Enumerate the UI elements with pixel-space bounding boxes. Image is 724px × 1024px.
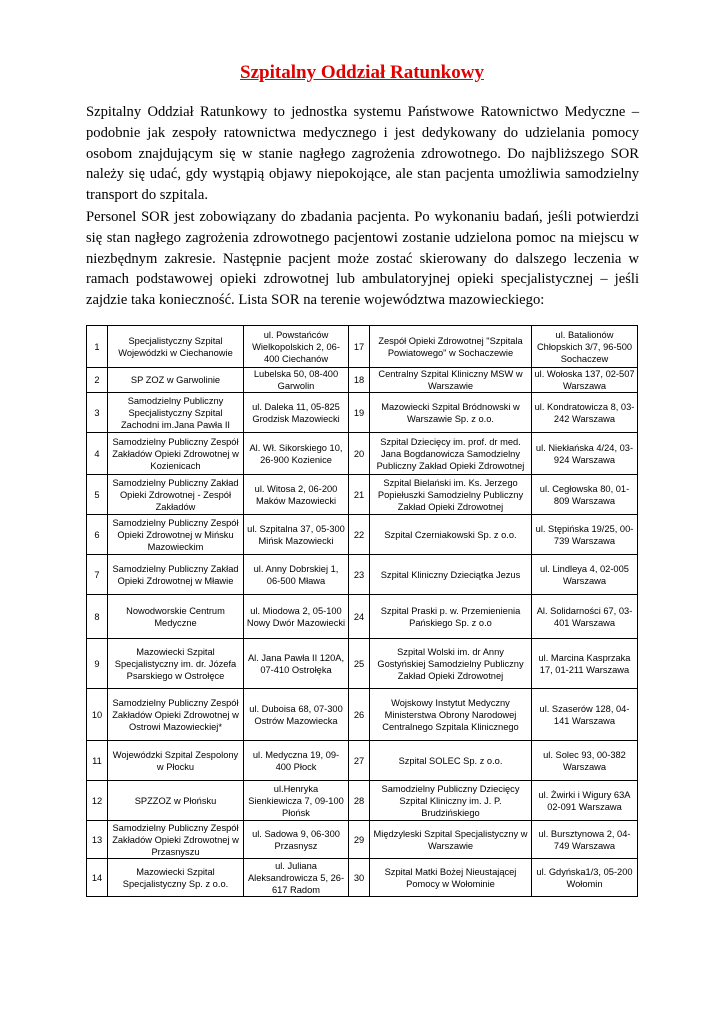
hospital-address-cell: Al. Jana Pawła II 120A, 07-410 Ostrołęka [244,639,349,689]
hospital-number-cell: 2 [87,368,108,393]
table-row [87,433,638,475]
table-row [87,821,638,859]
hospital-number-cell: 13 [87,821,108,859]
hospital-address-cell: ul. Powstańców Wielkopolskich 2, 06-400 Ciechanów [244,326,349,368]
hospital-address-cell: ul. Stępińska 19/25, 00-739 Warszawa [532,515,638,555]
hospital-name-cell: Samodzielny Publiczny Zespół Zakładów Opieki Zdrowotnej w Kozienicach [108,433,244,475]
hospital-number-cell: 9 [87,639,108,689]
hospital-name-cell: Samodzielny Publiczny Zespół Zakładów Opieki Zdrowotnej w Przasnyszu [108,821,244,859]
hospital-name-cell: Szpital Praski p. w. Przemienienia Pańskiego Sp. z o.o [370,595,532,639]
hospital-number-cell: 26 [349,689,370,741]
table-row [87,859,638,897]
hospital-number-cell: 20 [349,433,370,475]
hospital-number-cell: 4 [87,433,108,475]
hospital-number-cell: 18 [349,368,370,393]
hospital-number-cell: 27 [349,741,370,781]
hospital-number-cell: 21 [349,475,370,515]
hospital-address-cell: ul. Wołoska 137, 02-507 Warszawa [532,368,638,393]
hospital-number-cell: 30 [349,859,370,897]
intro-paragraph: Szpitalny Oddział Ratunkowy to jednostka systemu Państwowe Ratownictwo Medyczne – podobnie jak zespoły ratownictwa medycznego i jest dedykowany do udzielania pomocy osobom znajdującym się w stanie nagłego zagrożenia zdrowotnego. Do najbliższego SOR należy się udać, gdy wystąpią objawy niepokojące, ale stan pacjenta umożliwia samodzielny transport do szpitala. [86,104,639,204]
hospital-name-cell: Centralny Szpital Kliniczny MSW w Warszawie [370,368,532,393]
sor-table-body [87,326,638,897]
hospital-address-cell: ul.Henryka Sienkiewicza 7, 09-100 Płońsk [244,781,349,821]
hospital-name-cell: Samodzielny Publiczny Zakład Opieki Zdrowotnej w Mławie [108,555,244,595]
hospital-number-cell: 29 [349,821,370,859]
hospital-address-cell: ul. Gdyńska1/3, 05-200 Wołomin [532,859,638,897]
hospital-address-cell: ul. Witosa 2, 06-200 Maków Mazowiecki [244,475,349,515]
hospital-name-cell: Szpital SOLEC Sp. z o.o. [370,741,532,781]
table-row [87,475,638,515]
hospital-name-cell: Międzyleski Szpital Specjalistyczny w Warszawie [370,821,532,859]
table-row [87,689,638,741]
hospital-number-cell: 8 [87,595,108,639]
hospital-address-cell: ul. Batalionów Chłopskich 3/7, 96-500 Sochaczew [532,326,638,368]
hospital-address-cell: ul. Szpitalna 37, 05-300 Mińsk Mazowiecki [244,515,349,555]
hospital-address-cell: ul. Juliana Aleksandrowicza 5, 26-617 Radom [244,859,349,897]
hospital-address-cell: ul. Solec 93, 00-382 Warszawa [532,741,638,781]
hospital-address-cell: ul. Lindleya 4, 02-005 Warszawa [532,555,638,595]
hospital-number-cell: 14 [87,859,108,897]
hospital-number-cell: 6 [87,515,108,555]
hospital-name-cell: Wojewódzki Szpital Zespolony w Płocku [108,741,244,781]
table-row [87,741,638,781]
table-row [87,781,638,821]
hospital-address-cell: ul. Żwirki i Wigury 63A 02-091 Warszawa [532,781,638,821]
hospital-address-cell: ul. Medyczna 19, 09-400 Płock [244,741,349,781]
hospital-address-cell: ul. Cegłowska 80, 01-809 Warszawa [532,475,638,515]
hospital-address-cell: Lubelska 50, 08-400 Garwolin [244,368,349,393]
hospital-name-cell: Samodzielny Publiczny Dziecięcy Szpital Kliniczny im. J. P. Brudzińskiego [370,781,532,821]
hospital-number-cell: 19 [349,393,370,433]
hospital-name-cell: Wojskowy Instytut Medyczny Ministerstwa Obrony Narodowej Centralnego Szpitala Klinicznego [370,689,532,741]
hospital-name-cell: Szpital Czerniakowski Sp. z o.o. [370,515,532,555]
table-row [87,639,638,689]
hospital-name-cell: Szpital Matki Bożej Nieustającej Pomocy w Wołominie [370,859,532,897]
hospital-number-cell: 7 [87,555,108,595]
hospital-number-cell: 22 [349,515,370,555]
hospital-name-cell: Samodzielny Publiczny Specjalistyczny Szpital Zachodni im.Jana Pawła II [108,393,244,433]
hospital-number-cell: 28 [349,781,370,821]
hospital-number-cell: 3 [87,393,108,433]
hospital-number-cell: 1 [87,326,108,368]
hospital-number-cell: 11 [87,741,108,781]
hospital-number-cell: 17 [349,326,370,368]
hospital-address-cell: ul. Miodowa 2, 05-100 Nowy Dwór Mazowiecki [244,595,349,639]
table-row [87,368,638,393]
hospital-name-cell: Samodzielny Publiczny Zakład Opieki Zdrowotnej - Zespół Zakładów [108,475,244,515]
hospital-address-cell: ul. Sadowa 9, 06-300 Przasnysz [244,821,349,859]
hospital-number-cell: 24 [349,595,370,639]
hospital-address-cell: ul. Niekłańska 4/24, 03-924 Warszawa [532,433,638,475]
hospital-name-cell: Mazowiecki Szpital Bródnowski w Warszawie Sp. z o.o. [370,393,532,433]
hospital-name-cell: Mazowiecki Szpital Specjalistyczny im. dr. Józefa Psarskiego w Ostrołęce [108,639,244,689]
page-title: Szpitalny Oddział Ratunkowy [240,62,484,83]
table-row [87,326,638,368]
hospital-name-cell: Szpital Kliniczny Dzieciątka Jezus [370,555,532,595]
sor-hospital-table [86,325,638,897]
hospital-name-cell: Nowodworskie Centrum Medyczne [108,595,244,639]
hospital-address-cell: ul. Szaserów 128, 04-141 Warszawa [532,689,638,741]
hospital-number-cell: 5 [87,475,108,515]
hospital-address-cell: ul. Bursztynowa 2, 04-749 Warszawa [532,821,638,859]
hospital-name-cell: Szpital Bielański im. Ks. Jerzego Popiełuszki Samodzielny Publiczny Zakład Opieki Zdrowotnej [370,475,532,515]
hospital-name-cell: Specjalistyczny Szpital Wojewódzki w Ciechanowie [108,326,244,368]
hospital-name-cell: Zespół Opieki Zdrowotnej "Szpitala Powiatowego" w Sochaczewie [370,326,532,368]
table-row [87,595,638,639]
hospital-address-cell: Al. Wł. Sikorskiego 10, 26-900 Kozienice [244,433,349,475]
hospital-address-cell: ul. Anny Dobrskiej 1, 06-500 Mława [244,555,349,595]
table-row [87,555,638,595]
hospital-address-cell: ul. Marcina Kasprzaka 17, 01-211 Warszawa [532,639,638,689]
hospital-number-cell: 10 [87,689,108,741]
hospital-number-cell: 12 [87,781,108,821]
hospital-number-cell: 23 [349,555,370,595]
hospital-name-cell: Mazowiecki Szpital Specjalistyczny Sp. z o.o. [108,859,244,897]
hospital-number-cell: 25 [349,639,370,689]
hospital-name-cell: Szpital Wolski im. dr Anny Gostyńskiej Samodzielny Publiczny Zakład Opieki Zdrowotnej [370,639,532,689]
hospital-name-cell: SPZZOZ w Płońsku [108,781,244,821]
hospital-address-cell: Al. Solidarności 67, 03-401 Warszawa [532,595,638,639]
hospital-name-cell: SP ZOZ w Garwolinie [108,368,244,393]
hospital-address-cell: ul. Duboisa 68, 07-300 Ostrów Mazowiecka [244,689,349,741]
hospital-address-cell: ul. Daleka 11, 05-825 Grodzisk Mazowiecki [244,393,349,433]
hospital-name-cell: Samodzielny Publiczny Zespół Zakładów Opieki Zdrowotnej w Ostrowi Mazowieckiej* [108,689,244,741]
table-row [87,393,638,433]
hospital-address-cell: ul. Kondratowicza 8, 03-242 Warszawa [532,393,638,433]
hospital-name-cell: Samodzielny Publiczny Zespół Opieki Zdrowotnej w Mińsku Mazowieckim [108,515,244,555]
hospital-name-cell: Szpital Dziecięcy im. prof. dr med. Jana Bogdanowicza Samodzielny Publiczny Zakład Opieki Zdrowotnej [370,433,532,475]
sor-list-paragraph: Personel SOR jest zobowiązany do zbadania pacjenta. Po wykonaniu badań, jeśli potwierdzi się stan nagłego zagrożenia zdrowotnego pacjentowi zostanie udzielona pomoc na miejscu w niezbędnym zakresie. Następnie pacjent może zostać skierowany do dalszego leczenia w ramach podstawowej opieki zdrowotnej lub ambulatoryjnej opieki specjalistycznej – jeśli zajdzie taka konieczność. Lista SOR na terenie województwa mazowieckiego: [86,209,639,309]
table-row [87,515,638,555]
